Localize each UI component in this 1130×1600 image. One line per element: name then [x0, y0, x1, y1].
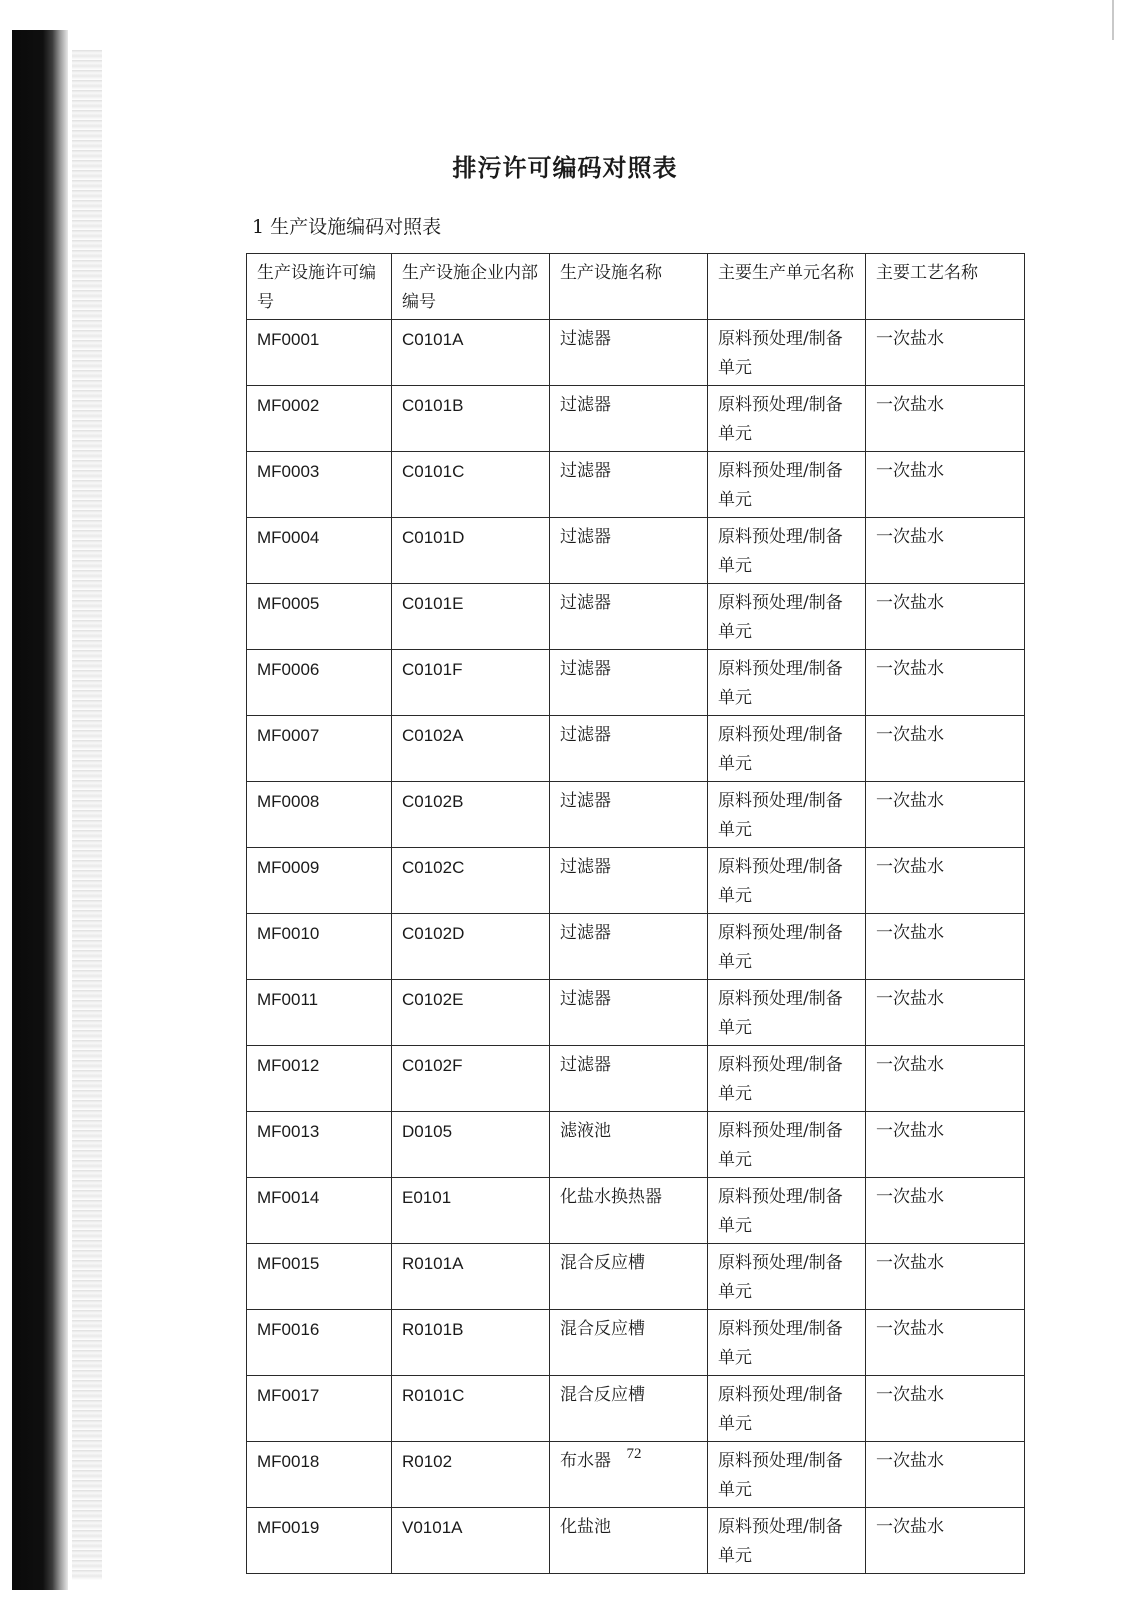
permit-code-cell: MF0001 — [247, 320, 392, 386]
permit-code-cell: MF0016 — [247, 1310, 392, 1376]
permit-code-cell: MF0006 — [247, 650, 392, 716]
permit-code-cell: MF0005 — [247, 584, 392, 650]
process-name-cell: 一次盐水 — [866, 716, 1025, 782]
internal-code-cell: C0101D — [392, 518, 550, 584]
facility-name-cell: 过滤器 — [550, 386, 708, 452]
process-name-cell: 一次盐水 — [866, 452, 1025, 518]
process-name-cell: 一次盐水 — [866, 584, 1025, 650]
facility-name-cell: 过滤器 — [550, 782, 708, 848]
permit-code-cell: MF0002 — [247, 386, 392, 452]
process-name-cell: 一次盐水 — [866, 320, 1025, 386]
internal-code-cell: C0102A — [392, 716, 550, 782]
header-permit-code: 生产设施许可编号 — [247, 254, 392, 320]
permit-code-cell: MF0003 — [247, 452, 392, 518]
process-name-cell: 一次盐水 — [866, 386, 1025, 452]
header-internal-code: 生产设施企业内部编号 — [392, 254, 550, 320]
process-name-cell: 一次盐水 — [866, 1046, 1025, 1112]
table-row — [247, 782, 1025, 848]
process-name-cell: 一次盐水 — [866, 782, 1025, 848]
permit-code-cell: MF0017 — [247, 1376, 392, 1442]
permit-code-cell: MF0013 — [247, 1112, 392, 1178]
production-unit-cell: 原料预处理/制备单元 — [708, 914, 866, 980]
table-row — [247, 452, 1025, 518]
production-unit-cell: 原料预处理/制备单元 — [708, 386, 866, 452]
permit-code-cell: MF0015 — [247, 1244, 392, 1310]
permit-code-cell: MF0009 — [247, 848, 392, 914]
permit-code-cell: MF0012 — [247, 1046, 392, 1112]
permit-code-cell: MF0014 — [247, 1178, 392, 1244]
permit-code-cell: MF0008 — [247, 782, 392, 848]
table-body — [247, 320, 1025, 1574]
process-name-cell: 一次盐水 — [866, 1178, 1025, 1244]
table-row — [247, 1178, 1025, 1244]
table-header-row — [247, 254, 1025, 320]
facility-name-cell: 过滤器 — [550, 320, 708, 386]
permit-code-cell: MF0011 — [247, 980, 392, 1046]
production-unit-cell: 原料预处理/制备单元 — [708, 980, 866, 1046]
facility-name-cell: 过滤器 — [550, 584, 708, 650]
table-row — [247, 518, 1025, 584]
table-row — [247, 1112, 1025, 1178]
table-row — [247, 584, 1025, 650]
header-production-unit: 主要生产单元名称 — [708, 254, 866, 320]
permit-code-cell: MF0019 — [247, 1508, 392, 1574]
table-row — [247, 1508, 1025, 1574]
process-name-cell: 一次盐水 — [866, 848, 1025, 914]
permit-code-cell: MF0004 — [247, 518, 392, 584]
page-number: 72 — [626, 1446, 642, 1462]
facility-name-cell: 过滤器 — [550, 518, 708, 584]
internal-code-cell: R0102 — [392, 1442, 550, 1508]
production-unit-cell: 原料预处理/制备单元 — [708, 650, 866, 716]
production-unit-cell: 原料预处理/制备单元 — [708, 716, 866, 782]
facility-name-cell: 过滤器 — [550, 980, 708, 1046]
facility-name-cell: 化盐池 — [550, 1508, 708, 1574]
process-name-cell: 一次盐水 — [866, 980, 1025, 1046]
facility-name-cell: 混合反应槽 — [550, 1310, 708, 1376]
production-unit-cell: 原料预处理/制备单元 — [708, 1244, 866, 1310]
facility-name-cell: 过滤器 — [550, 848, 708, 914]
internal-code-cell: R0101C — [392, 1376, 550, 1442]
internal-code-cell: C0102C — [392, 848, 550, 914]
internal-code-cell: C0101B — [392, 386, 550, 452]
production-unit-cell: 原料预处理/制备单元 — [708, 518, 866, 584]
production-unit-cell: 原料预处理/制备单元 — [708, 452, 866, 518]
header-facility-name: 生产设施名称 — [550, 254, 708, 320]
table-row — [247, 386, 1025, 452]
facility-name-cell: 混合反应槽 — [550, 1376, 708, 1442]
internal-code-cell: C0101E — [392, 584, 550, 650]
permit-code-cell: MF0010 — [247, 914, 392, 980]
facility-name-cell: 过滤器 — [550, 1046, 708, 1112]
internal-code-cell: C0102D — [392, 914, 550, 980]
facility-name-cell: 滤液池 — [550, 1112, 708, 1178]
table-row — [247, 716, 1025, 782]
header-process-name: 主要工艺名称 — [866, 254, 1025, 320]
process-name-cell: 一次盐水 — [866, 1376, 1025, 1442]
table-row — [247, 1376, 1025, 1442]
production-unit-cell: 原料预处理/制备单元 — [708, 848, 866, 914]
production-unit-cell: 原料预处理/制备单元 — [708, 1112, 866, 1178]
scan-fold-mark — [1112, 0, 1114, 40]
internal-code-cell: E0101 — [392, 1178, 550, 1244]
facility-name-cell: 过滤器 — [550, 716, 708, 782]
process-name-cell: 一次盐水 — [866, 650, 1025, 716]
table-row — [247, 650, 1025, 716]
internal-code-cell: C0102E — [392, 980, 550, 1046]
production-unit-cell: 原料预处理/制备单元 — [708, 584, 866, 650]
production-unit-cell: 原料预处理/制备单元 — [708, 782, 866, 848]
internal-code-cell: C0102B — [392, 782, 550, 848]
facility-name-cell: 过滤器 — [550, 650, 708, 716]
section-heading: 1 生产设施编码对照表 — [252, 216, 442, 238]
production-unit-cell: 原料预处理/制备单元 — [708, 1178, 866, 1244]
internal-code-cell: R0101B — [392, 1310, 550, 1376]
facility-name-cell: 布水器 — [550, 1442, 708, 1508]
table-row — [247, 1046, 1025, 1112]
facility-code-table — [246, 253, 1025, 1574]
production-unit-cell: 原料预处理/制备单元 — [708, 1442, 866, 1508]
process-name-cell: 一次盐水 — [866, 1442, 1025, 1508]
facility-name-cell: 化盐水换热器 — [550, 1178, 708, 1244]
internal-code-cell: D0105 — [392, 1112, 550, 1178]
facility-name-cell: 混合反应槽 — [550, 1244, 708, 1310]
process-name-cell: 一次盐水 — [866, 1310, 1025, 1376]
production-unit-cell: 原料预处理/制备单元 — [708, 1310, 866, 1376]
process-name-cell: 一次盐水 — [866, 1112, 1025, 1178]
process-name-cell: 一次盐水 — [866, 518, 1025, 584]
table-row — [247, 1244, 1025, 1310]
internal-code-cell: C0101C — [392, 452, 550, 518]
scan-binding-edge — [12, 30, 68, 1590]
production-unit-cell: 原料预处理/制备单元 — [708, 1508, 866, 1574]
table-row — [247, 1310, 1025, 1376]
internal-code-cell: C0101F — [392, 650, 550, 716]
permit-code-cell: MF0007 — [247, 716, 392, 782]
table-row — [247, 320, 1025, 386]
table-row — [247, 980, 1025, 1046]
production-unit-cell: 原料预处理/制备单元 — [708, 1376, 866, 1442]
production-unit-cell: 原料预处理/制备单元 — [708, 1046, 866, 1112]
process-name-cell: 一次盐水 — [866, 1508, 1025, 1574]
process-name-cell: 一次盐水 — [866, 1244, 1025, 1310]
production-unit-cell: 原料预处理/制备单元 — [708, 320, 866, 386]
page-title: 排污许可编码对照表 — [452, 153, 678, 182]
internal-code-cell: C0101A — [392, 320, 550, 386]
process-name-cell: 一次盐水 — [866, 914, 1025, 980]
internal-code-cell: R0101A — [392, 1244, 550, 1310]
permit-code-cell: MF0018 — [247, 1442, 392, 1508]
internal-code-cell: C0102F — [392, 1046, 550, 1112]
internal-code-cell: V0101A — [392, 1508, 550, 1574]
table-row — [247, 848, 1025, 914]
facility-name-cell: 过滤器 — [550, 914, 708, 980]
facility-name-cell: 过滤器 — [550, 452, 708, 518]
table-row — [247, 914, 1025, 980]
